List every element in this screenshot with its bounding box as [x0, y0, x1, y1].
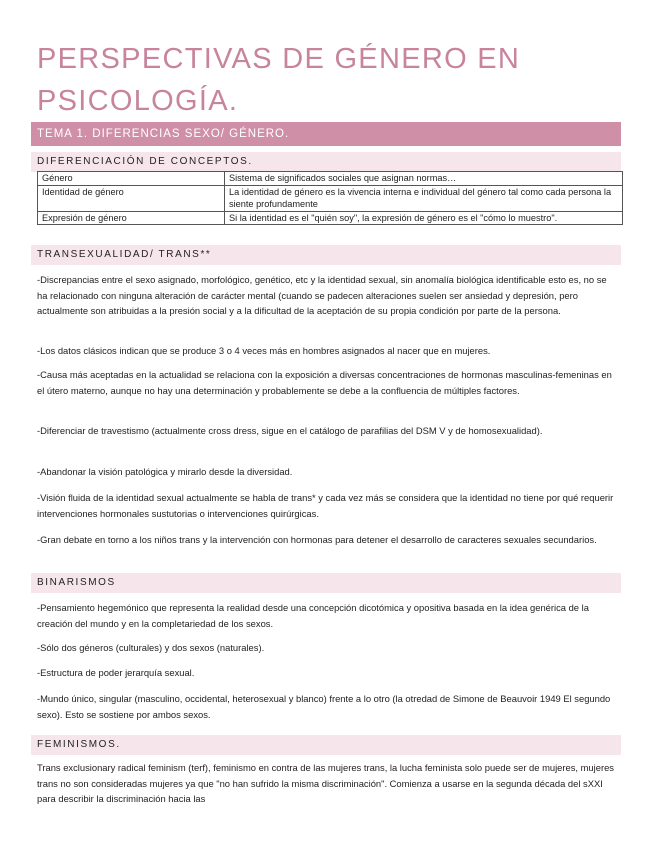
paragraph: -Pensamiento hegemónico que representa la realidad desde una concepción dicotómica y opositiva basada en la idea genérica de la creación del mundo y en la completariedad de los sexos.: [37, 602, 589, 629]
paragraph: -Abandonar la visión patológica y mirarlo desde la diversidad.: [37, 466, 293, 477]
section-heading-transexualidad: TRANSEXUALIDAD/ TRANS**: [31, 245, 621, 265]
concepts-table: [37, 171, 623, 225]
table-cell-definition: Si la identidad es el "quién soy", la expresión de género es el "cómo lo muestro".: [225, 211, 623, 225]
paragraph: -Visión fluida de la identidad sexual actualmente se habla de trans* y cada vez más se considera que la identidad no tiene por qué requerir intervenciones hormonales sustutorias o intervenciones quirúrgicas.: [37, 492, 614, 519]
section-heading-binarismos: BINARISMOS: [31, 573, 621, 593]
paragraph: Trans exclusionary radical feminism (terf), feminismo en contra de las mujeres trans, la lucha feminista solo puede ser de mujeres, mujeres trans no son consideradas mujeres ya que "no han sufrido la misma discriminación". Comienza a usarse en la segunda década del sXXI para describir la discriminación hacia las: [37, 762, 614, 804]
table-row: [38, 172, 623, 186]
table-cell-term: Identidad de género: [38, 185, 225, 211]
section-heading-feminismos: FEMINISMOS.: [31, 735, 621, 755]
paragraph: -Mundo único, singular (masculino, occidental, heterosexual y blanco) frente a lo otro (la otredad de Simone de Beauvoir 1949 El segundo sexo). Esto se sostiene por ambos sexos.: [37, 693, 611, 720]
paragraph: -Estructura de poder jerarquía sexual.: [37, 667, 195, 678]
paragraph: -Discrepancias entre el sexo asignado, morfológico, genético, etc y la identidad sexual, sin anomalía biológica identificable esto es, no se ha relacionado con ninguna alteración de carácter mental (cuando se padecen alteraciones suelen ser ansiedad y depresión, pero actualmente son atribuidas a la presión social y a la dificultad de la aceptación de su propia condición por parte de la persona.: [37, 274, 607, 316]
table-row: [38, 185, 623, 211]
table-cell-term: Expresión de género: [38, 211, 225, 225]
table-cell-definition: Sistema de significados sociales que asignan normas…: [225, 172, 623, 186]
table-row: [38, 211, 623, 225]
paragraph: -Los datos clásicos indican que se produce 3 o 4 veces más en hombres asignados al nacer que en mujeres.: [37, 345, 491, 356]
paragraph: -Sólo dos géneros (culturales) y dos sexos (naturales).: [37, 642, 265, 653]
page-title-line-1: PERSPECTIVAS DE GÉNERO EN: [37, 43, 521, 75]
paragraph: -Diferenciar de travestismo (actualmente cross dress, sigue en el catálogo de parafilias del DSM V y de homosexualidad).: [37, 425, 543, 436]
paragraph: -Causa más aceptadas en la actualidad se relaciona con la exposición a diversas concentraciones de hormonas masculinas-femeninas en el útero materno, aunque no hay una determinación y probablemente se debe a la confluencia de múltiples factores.: [37, 369, 612, 396]
page-title-line-2: PSICOLOGÍA.: [37, 85, 239, 117]
table-cell-definition: La identidad de género es la vivencia interna e individual del género tal como cada persona la siente profundamente: [225, 185, 623, 211]
section-heading-diferenciacion: DIFERENCIACIÓN DE CONCEPTOS.: [31, 152, 621, 172]
paragraph: -Gran debate en torno a los niños trans y la intervención con hormonas para detener el desarrollo de caracteres sexuales secundarios.: [37, 534, 597, 545]
tema-heading-bar: TEMA 1. DIFERENCIAS SEXO/ GÉNERO.: [31, 122, 621, 146]
page-title: [37, 38, 597, 122]
table-cell-term: Género: [38, 172, 225, 186]
